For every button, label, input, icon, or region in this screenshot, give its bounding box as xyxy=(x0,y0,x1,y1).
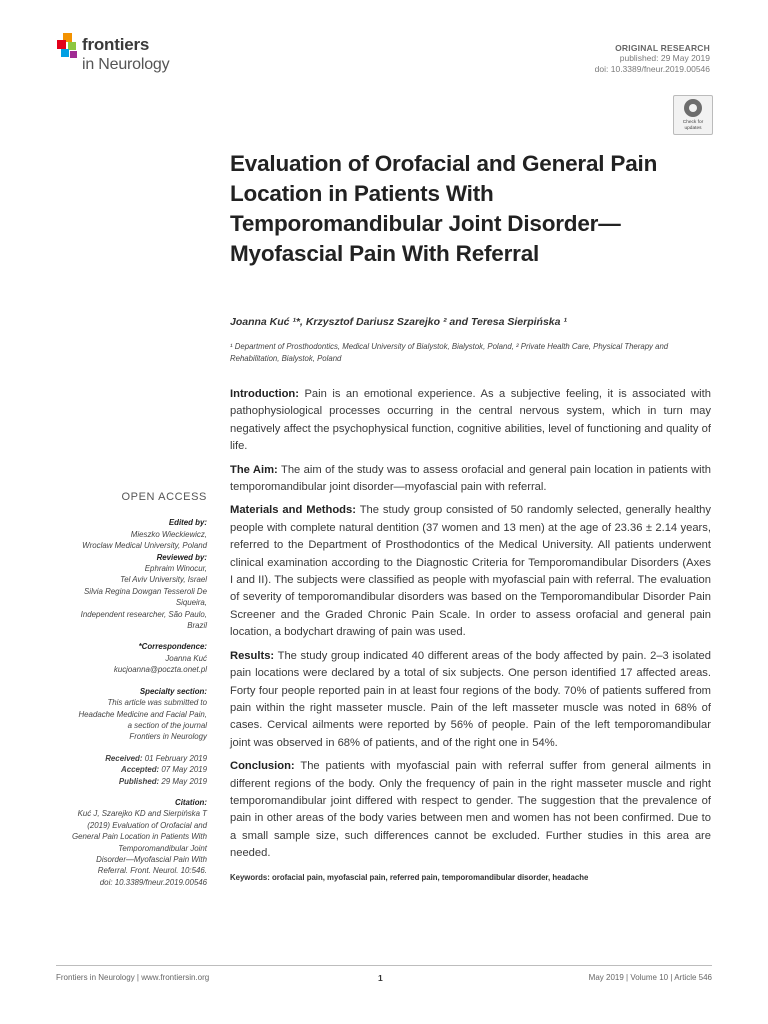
received-label: Received: xyxy=(105,753,143,763)
crossmark-icon xyxy=(684,99,702,117)
correspondence-label: *Correspondence: xyxy=(138,642,207,652)
page-number: 1 xyxy=(378,973,383,983)
citation-text: Referral. Front. Neurol. 10:546. xyxy=(97,866,207,876)
abstract-aim xyxy=(230,462,711,497)
reviewer-affiliation: Tel Aviv University, Israel xyxy=(120,575,207,585)
journal-name: in Neurology xyxy=(82,56,170,73)
abstract-methods xyxy=(230,502,711,641)
correspondence-block xyxy=(50,641,207,675)
section-text: The aim of the study was to assess orofacial and general pain location in patients with temporomandibular joint disorder—myofascial pain with referral. xyxy=(230,463,711,494)
affiliations: ¹ Department of Prosthodontics, Medical University of Bialystok, Bialystok, Poland, ² Private Health Care, Physical Therapy and Rehabilitation, Bialystok, Poland xyxy=(230,342,669,363)
abstract-conclusion xyxy=(230,758,711,862)
article-sidebar xyxy=(50,492,207,898)
footer-journal-link[interactable]: Frontiers in Neurology | www.frontiersin.org xyxy=(56,973,210,982)
citation-text: General Pain Location in Patients With xyxy=(71,832,207,842)
article-type: ORIGINAL RESEARCH xyxy=(615,43,710,53)
citation-text: Temporomandibular Joint xyxy=(118,843,207,853)
section-text: The study group consisted of 50 randomly selected, generally healthy people with complete natural dentition (37 women and 13 men) at the age of 23.36 ± 2.14 years, referred to the Department of Prosthodontics of the Medical University. All patients underwent clinical examination according to the Diagnostic Criteria for Temporomandibular Disorders (Axes I and II). The subjects were classified as people with myofascial pain with referral. The evaluation of severity of temporomandibular disorders was based on the Temporomandibular Disorder Pain Screener and the Graded Chronic Pain Scale. In order to assess orofacial and general pain location, a bodychart drawing of pain was used. xyxy=(230,504,711,639)
correspondence-email[interactable]: kucjoanna@poczta.onet.pl xyxy=(113,665,207,675)
reviewer-affiliation: Independent researcher, São Paulo, xyxy=(80,609,207,619)
received-row xyxy=(50,753,207,764)
article-title: Evaluation of Orofacial and General Pain Location in Patients With Temporomandibular Joint Disorder—Myofascial Pain With Referral xyxy=(230,151,658,266)
citation-block xyxy=(50,797,207,888)
received-date: 01 February 2019 xyxy=(144,753,207,763)
citation-label: Citation: xyxy=(175,797,207,807)
specialty-block xyxy=(50,686,207,743)
check-for-updates-button[interactable] xyxy=(673,95,713,135)
reviewer-affiliation-cont: Brazil xyxy=(187,621,207,631)
article-meta xyxy=(595,43,710,75)
citation-text: (2019) Evaluation of Orofacial and xyxy=(87,820,207,830)
footer-divider xyxy=(56,965,712,966)
section-label: The Aim: xyxy=(230,463,278,476)
check-updates-label-2: updates xyxy=(684,126,702,131)
specialty-label: Specialty section: xyxy=(139,686,207,696)
abstract-results xyxy=(230,648,711,752)
section-label: Conclusion: xyxy=(230,760,295,773)
specialty-text: Headache Medicine and Facial Pain, xyxy=(78,709,207,719)
open-access-label: OPEN ACCESS xyxy=(121,491,207,503)
accepted-label: Accepted: xyxy=(121,765,160,775)
check-updates-label: Check for xyxy=(682,120,704,125)
published-date: 29 May 2019 xyxy=(161,776,207,786)
frontiers-logo[interactable] xyxy=(56,33,196,79)
specialty-text: This article was submitted to xyxy=(107,698,207,708)
reviewed-by-label: Reviewed by: xyxy=(156,552,207,562)
specialty-text: a section of the journal xyxy=(127,720,207,730)
citation-text: Kuć J, Szarejko KD and Sierpińska T xyxy=(77,809,207,819)
edited-by-label: Edited by: xyxy=(168,518,207,528)
frontiers-logo-icon xyxy=(56,33,80,63)
accepted-date: 07 May 2019 xyxy=(161,765,207,775)
section-text: Pain is an emotional experience. As a subjective feeling, it is associated with pathophysiological processes occurring in the central nervous system, which in turn may negatively affect the psychophysical function, cognitive abilities, level of functioning and quality of life. xyxy=(230,388,711,453)
section-text: The patients with myofascial pain with referral suffer from general ailments in different regions of the body. Only the frequency of pain in the right masseter muscle and right temporomandibular joint differed with respect to gender. The suggestion that the prevalence of pain in other areas of the body varies between men and women has not been confirmed. Due to a small sample size, such differences cannot be excluded. Further studies in this area are needed. xyxy=(230,760,711,860)
abstract-introduction xyxy=(230,386,711,456)
doi-link[interactable]: doi: 10.3389/fneur.2019.00546 xyxy=(594,64,710,74)
section-text: The study group indicated 40 different areas of the body affected by pain. 2–3 isolated pain locations were declared by a total of six subjects. One person identified 17 affected areas. Forty four people reported pain in at least four regions of the body. 70% of patients suffered from pain within the right masseter muscle. Pain of the left masseter muscle was noted in 68% of cases. Cervical ailments were reported by 56% of people. Pain of the left temporomandibular joint was observed in 68% of patients, and of the right one in 54%. xyxy=(230,649,711,749)
published-date: published: 29 May 2019 xyxy=(619,53,710,63)
reviewer-name[interactable]: Ephraim Winocur, xyxy=(144,564,207,574)
citation-doi[interactable]: doi: 10.3389/fneur.2019.00546 xyxy=(99,877,207,887)
abstract xyxy=(230,386,711,892)
editor-name[interactable]: Mieszko Wieckiewicz, xyxy=(130,529,207,539)
reviewer-name[interactable]: Silvia Regina Dowgan Tesseroli De xyxy=(84,586,207,596)
editor-affiliation: Wroclaw Medical University, Poland xyxy=(82,541,207,551)
citation-text: Disorder—Myofascial Pain With xyxy=(96,854,207,864)
brand-name: frontiers xyxy=(82,35,150,54)
reviewer-name-cont[interactable]: Siqueira, xyxy=(175,598,207,608)
dates-block xyxy=(50,753,207,787)
edited-by-block xyxy=(50,517,207,631)
section-label: Materials and Methods: xyxy=(230,504,356,517)
specialty-text: Frontiers in Neurology xyxy=(129,732,207,742)
published-label: Published: xyxy=(118,776,160,786)
section-label: Introduction: xyxy=(230,388,299,400)
section-label: Results: xyxy=(230,649,275,662)
correspondence-name: Joanna Kuć xyxy=(165,653,207,663)
keywords: Keywords: orofacial pain, myofascial pain, referred pain, temporomandibular disorder, headache xyxy=(230,872,589,882)
published-row xyxy=(50,776,207,787)
accepted-row xyxy=(50,764,207,775)
footer-issue-info: May 2019 | Volume 10 | Article 546 xyxy=(588,973,712,982)
author-list: Joanna Kuć ¹*, Krzysztof Dariusz Szarejko ² and Teresa Sierpińska ¹ xyxy=(230,316,567,328)
